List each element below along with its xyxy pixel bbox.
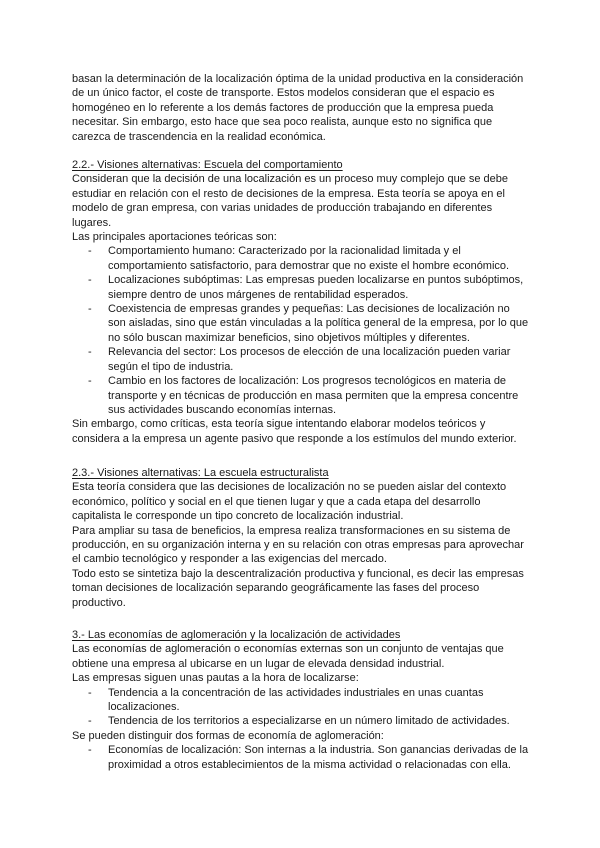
section-3 bbox=[72, 628, 530, 772]
list-item: - Tendencia de los territorios a especializarse en un número limitado de actividades. bbox=[72, 714, 530, 728]
intro-paragraph: basan la determinación de la localización óptima de la unidad productiva en la consideración de un único factor, el coste de transporte. Estos modelos consideran que el espacio es homogéneo en lo referente a los demás factores de producción que la empresa pueda necesitar. Sin embargo, esto hace que sea poco realista, aunque esto no significa que carezca de trascendencia en la realidad económica. bbox=[72, 73, 524, 143]
list-item: - Comportamiento humano: Caracterizado por la racionalidad limitada y el comportamiento satisfactorio, para demostrar que no existe el hombre económico. bbox=[72, 244, 530, 273]
list-item: - Tendencia a la concentración de las actividades industriales en unas cuantas localizaciones. bbox=[72, 686, 530, 715]
section-2-3-paragraph-3: Todo esto se sintetiza bajo la descentralización productiva y funcional, es decir las empresas toman decisiones de localización separando geográficamente las fases del proceso productivo. bbox=[72, 567, 524, 609]
section-2-3-paragraph-2: Para ampliar su tasa de beneficios, la empresa realiza transformaciones en su sistema de producción, en su organización interna y en su relación con otras empresas para aprovechar el cambio tecnológico y responder a las exigencias del mercado. bbox=[72, 524, 524, 566]
list-item: - Cambio en los factores de localización: Los progresos tecnológicos en materia de transporte y en técnicas de producción en masa permiten que la empresa concentre sus actividades buscando economías internas. bbox=[72, 374, 530, 417]
intro-section bbox=[72, 72, 530, 144]
section-2-2 bbox=[72, 158, 530, 446]
section-2-3-title: 2.3.- Visiones alternativas: La escuela estructuralista bbox=[72, 467, 329, 479]
section-2-3 bbox=[72, 466, 530, 610]
section-2-2-paragraph-3: Sin embargo, como críticas, esta teoría sigue intentando elaborar modelos teóricos y considera a la empresa un agente pasivo que responde a los estímulos del mundo exterior. bbox=[72, 418, 517, 445]
section-2-3-paragraph-1: Esta teoría considera que las decisiones de localización no se pueden aislar del contexto económico, político y social en el que tienen lugar y que a cada etapa del desarrollo capitalista le corresponde un tipo concreto de localización industrial. bbox=[72, 481, 507, 523]
section-2-2-paragraph-2: Las principales aportaciones teóricas son: bbox=[72, 231, 277, 244]
list-item: - Relevancia del sector: Los procesos de elección de una localización pueden variar según el tipo de industria. bbox=[72, 345, 530, 374]
list-item: - Coexistencia de empresas grandes y pequeñas: Las decisiones de localización no son aisladas, sino que están vinculadas a la política general de la empresa, por lo que no sólo buscan maximizar beneficios, sino objetivos múltiples y diferentes. bbox=[72, 302, 530, 345]
section-3-list-2 bbox=[72, 743, 530, 772]
section-2-2-title: 2.2.- Visiones alternativas: Escuela del comportamiento bbox=[72, 159, 343, 171]
section-3-paragraph-1: Las economías de aglomeración o economías externas son un conjunto de ventajas que obtiene una empresa al ubicarse en un lugar de elevada densidad industrial. bbox=[72, 643, 504, 670]
section-2-2-list bbox=[72, 244, 530, 417]
list-item: - Economías de localización: Son internas a la industria. Son ganancias derivadas de la proximidad a otros establecimientos de la misma actividad o relacionadas con ella. bbox=[72, 743, 530, 772]
section-3-list-1 bbox=[72, 686, 530, 729]
section-2-2-paragraph-1: Consideran que la decisión de una localización es un proceso muy complejo que se debe estudiar en relación con el resto de decisiones de la empresa. Esta teoría se apoya en el modelo de gran empresa, con varias unidades de producción trabajando en diferentes lugares. bbox=[72, 173, 508, 229]
section-3-paragraph-2: Las empresas siguen unas pautas a la hora de localizarse: bbox=[72, 672, 359, 685]
section-3-paragraph-3: Se pueden distinguir dos formas de economía de aglomeración: bbox=[72, 729, 384, 742]
section-3-title: 3.- Las economías de aglomeración y la localización de actividades bbox=[72, 629, 401, 641]
list-item: - Localizaciones subóptimas: Las empresas pueden localizarse en puntos subóptimos, siempre dentro de unos márgenes de rentabilidad esperados. bbox=[72, 273, 530, 302]
